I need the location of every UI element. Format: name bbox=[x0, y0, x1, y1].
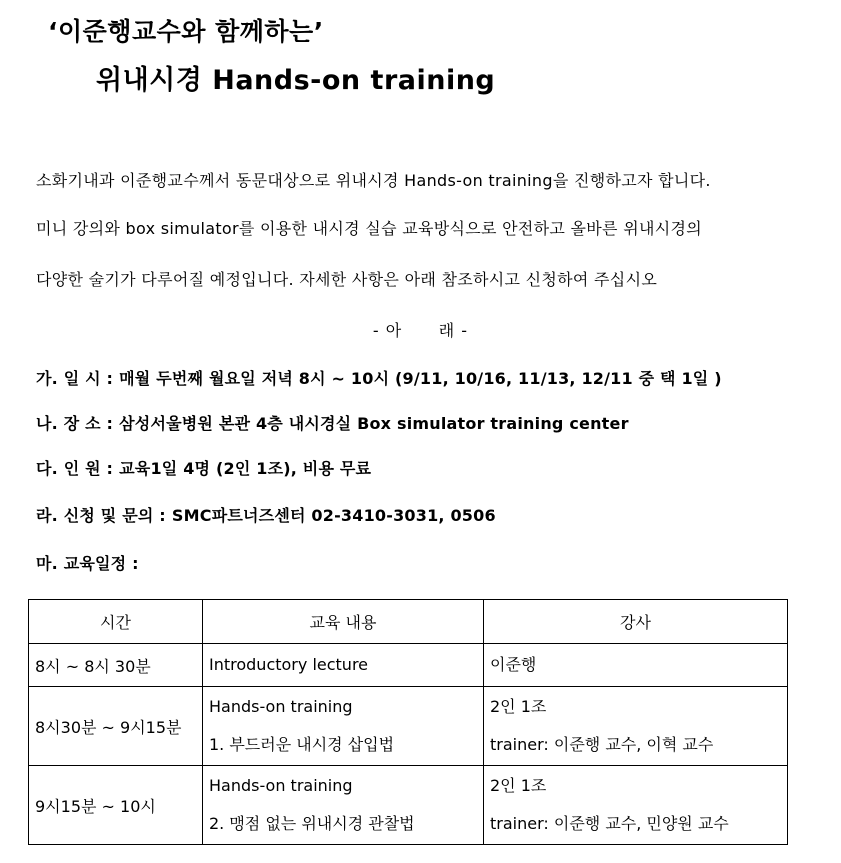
item-place bbox=[36, 411, 629, 434]
item-capacity-label: 다. 인 원 : bbox=[36, 459, 114, 478]
row-content bbox=[203, 687, 484, 766]
content-line: Introductory lecture bbox=[209, 655, 369, 674]
row-time: 8시30분 ~ 9시15분 bbox=[29, 687, 203, 766]
content-line: Hands-on training bbox=[209, 697, 353, 716]
item-contact-value: SMC파트너즈센터 02-3410-3031, 0506 bbox=[171, 506, 496, 525]
table-header-row bbox=[29, 600, 788, 644]
item-date bbox=[36, 366, 722, 389]
item-date-value: 매월 두번째 월요일 저녁 8시 ~ 10시 (9/11, 10/16, 11/13, 12/11 중 택 1일 ) bbox=[119, 369, 722, 388]
row-trainer bbox=[484, 644, 788, 687]
header-content: 교육 내용 bbox=[203, 600, 484, 644]
row-trainer bbox=[484, 766, 788, 845]
trainer-line: 2인 1조 bbox=[490, 776, 547, 795]
title-line-1: ‘이준행교수와 함께하는’ bbox=[48, 17, 324, 46]
content-line: 1. 부드러운 내시경 삽입법 bbox=[209, 735, 395, 754]
item-schedule bbox=[36, 551, 145, 574]
item-date-label: 가. 일 시 : bbox=[36, 369, 114, 388]
content-line: 2. 맹점 없는 위내시경 관찰법 bbox=[209, 814, 415, 833]
header-time: 시간 bbox=[29, 600, 203, 644]
row-time: 9시15분 ~ 10시 bbox=[29, 766, 203, 845]
item-schedule-label: 마. 교육일정 : bbox=[36, 554, 139, 573]
intro-line-1: 소화기내과 이준행교수께서 동문대상으로 위내시경 Hands-on training을 진행하고자 합니다. bbox=[36, 171, 711, 190]
table-row bbox=[29, 644, 788, 687]
row-content bbox=[203, 766, 484, 845]
intro-line-3: 다양한 술기가 다루어질 예정입니다. 자세한 사항은 아래 참조하시고 신청하여 주십시오 bbox=[36, 270, 658, 289]
item-place-value: 삼성서울병원 본관 4층 내시경실 Box simulator training center bbox=[119, 414, 629, 433]
item-capacity bbox=[36, 456, 371, 479]
trainer-line: trainer: 이준행 교수, 이혁 교수 bbox=[490, 735, 714, 754]
schedule-table bbox=[28, 599, 788, 845]
header-trainer: 강사 bbox=[484, 600, 788, 644]
item-contact bbox=[36, 503, 496, 526]
content-line: Hands-on training bbox=[209, 776, 353, 795]
notice-divider: - 아 래 - bbox=[372, 321, 469, 340]
row-trainer bbox=[484, 687, 788, 766]
table-row bbox=[29, 766, 788, 845]
item-place-label: 나. 장 소 : bbox=[36, 414, 114, 433]
intro-line-2: 미니 강의와 box simulator를 이용한 내시경 실습 교육방식으로 안전하고 올바른 위내시경의 bbox=[36, 219, 702, 238]
title-line-2: 위내시경 Hands-on training bbox=[96, 65, 496, 96]
item-contact-label: 라. 신청 및 문의 : bbox=[36, 506, 166, 525]
trainer-line: 이준행 bbox=[490, 655, 537, 674]
row-content bbox=[203, 644, 484, 687]
item-capacity-value: 교육1일 4명 (2인 1조), 비용 무료 bbox=[119, 459, 372, 478]
row-time: 8시 ~ 8시 30분 bbox=[29, 644, 203, 687]
trainer-line: trainer: 이준행 교수, 민양원 교수 bbox=[490, 814, 729, 833]
table-row bbox=[29, 687, 788, 766]
trainer-line: 2인 1조 bbox=[490, 697, 547, 716]
